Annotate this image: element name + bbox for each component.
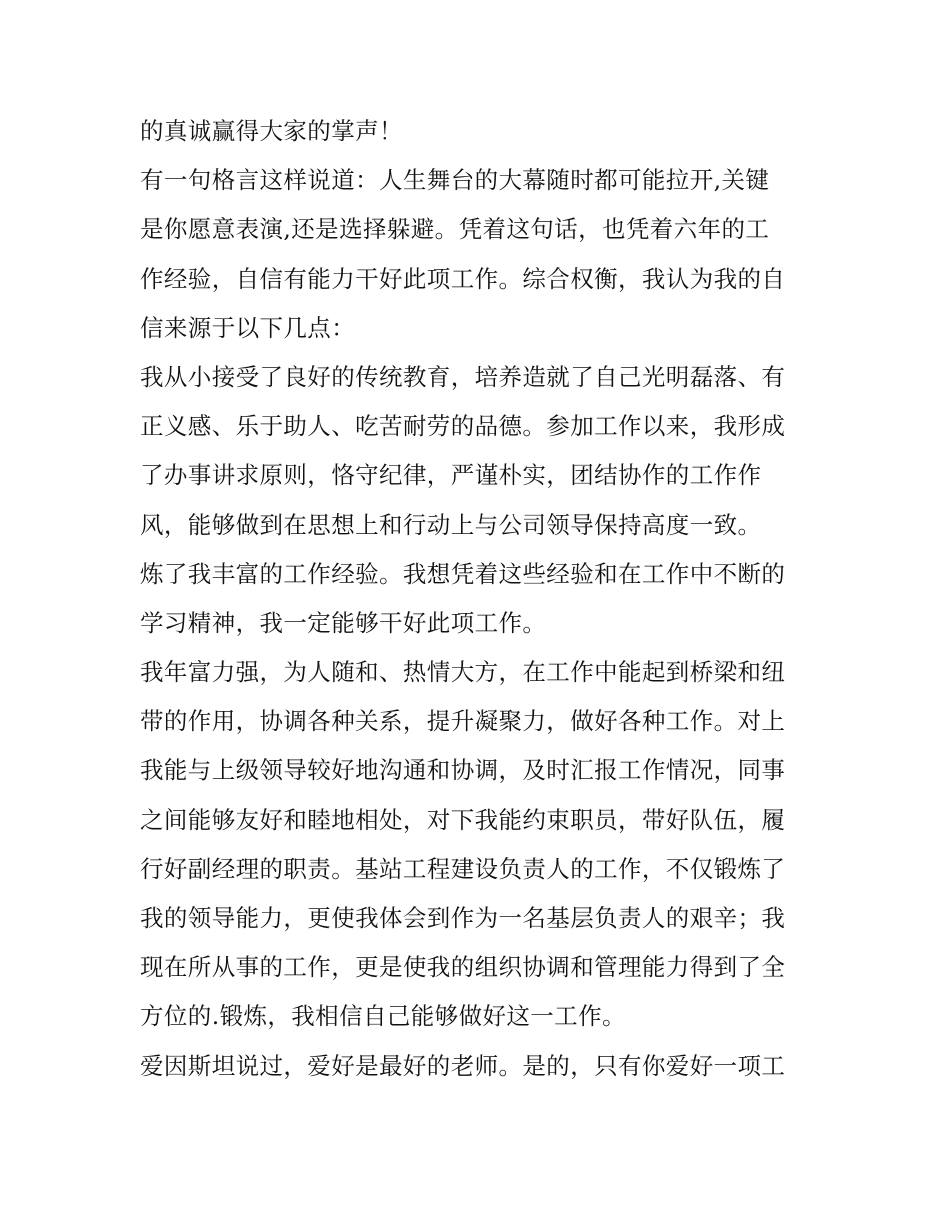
text-line: 现在所从事的工作，更是使我的组织协调和管理能力得到了全: [140, 953, 786, 982]
text-line: 是你愿意表演,还是选择躲避。凭着这句话，也凭着六年的工: [140, 215, 770, 244]
text-line: 之间能够友好和睦地相处，对下我能约束职员，带好队伍，履: [140, 805, 786, 834]
text-line: 我年富力强，为人随和、热情大方，在工作中能起到桥梁和纽: [140, 658, 786, 687]
text-line: 有一句格言这样说道：人生舞台的大幕随时都可能拉开,关键: [140, 166, 770, 195]
text-line: 信来源于以下几点：: [140, 313, 356, 342]
document-body: [140, 107, 830, 1091]
text-line: 炼了我丰富的工作经验。我想凭着这些经验和在工作中不断的: [140, 559, 786, 588]
text-line: 我从小接受了良好的传统教育，培养造就了自己光明磊落、有: [140, 362, 786, 391]
text-line: 的真诚赢得大家的掌声！: [140, 117, 403, 145]
text-line: 了办事讲求原则，恪守纪律，严谨朴实，团结协作的工作作: [140, 461, 762, 490]
text-line: 行好副经理的职责。基站工程建设负责人的工作，不仅锻炼了: [140, 854, 786, 883]
text-line: 我的领导能力，更使我体会到作为一名基层负责人的艰辛；我: [140, 904, 786, 932]
text-line: 作经验，自信有能力干好此项工作。综合权衡，我认为我的自: [140, 264, 786, 293]
text-line: 爱因斯坦说过，爱好是最好的老师。是的，只有你爱好一项工: [140, 1051, 786, 1080]
text-line: 我能与上级领导较好地沟通和协调，及时汇报工作情况，同事: [140, 756, 786, 785]
text-line: 方位的.锻炼，我相信自己能够做好这一工作。: [140, 1002, 626, 1031]
text-line: 带的作用，协调各种关系，提升凝聚力，做好各种工作。对上: [140, 707, 786, 736]
text-line: 学习精神，我一定能够干好此项工作。: [140, 608, 547, 637]
text-line: 风，能够做到在思想上和行动上与公司领导保持高度一致。: [140, 510, 762, 539]
text-line: 正义感、乐于助人、吃苦耐劳的品德。参加工作以来，我形成: [140, 412, 786, 441]
